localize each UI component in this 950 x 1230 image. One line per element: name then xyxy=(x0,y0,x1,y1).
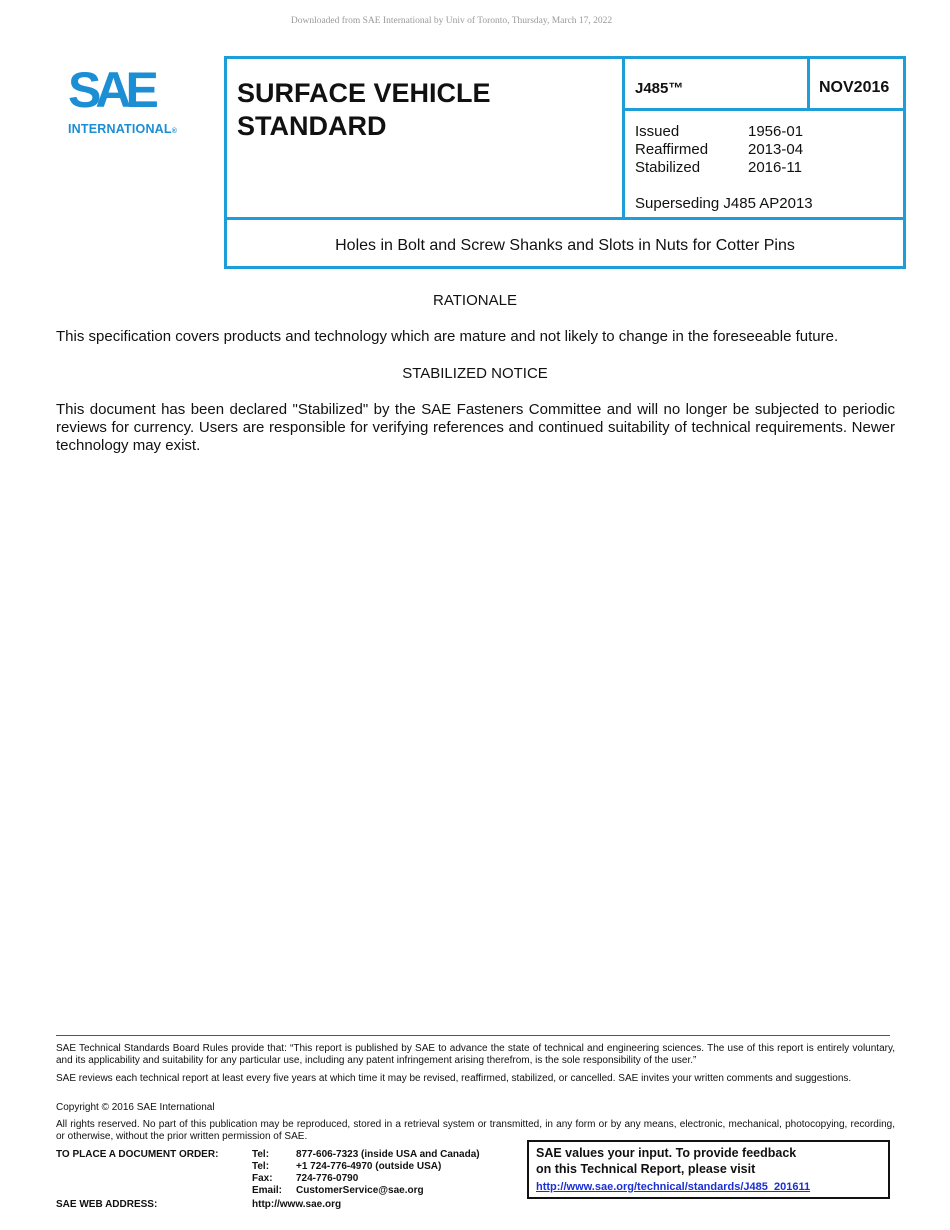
date-value: 2013-04 xyxy=(748,141,804,158)
document-type: SURFACE VEHICLE STANDARD xyxy=(237,78,491,141)
rights-text: All rights reserved. No part of this publication may be reproduced, stored in a retrieval system or transmitted, in any form or by any means, electronic, mechanical, photocopying, recording, or otherwise, without the prior written permission of SAE. xyxy=(56,1119,895,1142)
header-box xyxy=(224,56,906,269)
header-divider xyxy=(807,59,810,111)
rationale-text: This specification covers products and technology which are mature and not likely to change in the foreseeable future. xyxy=(56,328,839,345)
contact-row xyxy=(252,1149,480,1161)
header-divider xyxy=(227,217,903,220)
feedback-text: on this Technical Report, please visit xyxy=(536,1162,756,1176)
date-label: Reaffirmed xyxy=(635,141,709,158)
contact-label: Fax: xyxy=(252,1173,273,1184)
web-address-label: SAE WEB ADDRESS: xyxy=(56,1199,158,1210)
logo-subtitle-text: INTERNATIONAL xyxy=(68,122,172,136)
logo-subtitle xyxy=(68,122,177,136)
contact-value: +1 724-776-4970 (outside USA) xyxy=(296,1161,442,1172)
email-link[interactable]: CustomerService@sae.org xyxy=(296,1185,424,1196)
date-row xyxy=(635,141,803,159)
document-date: NOV2016 xyxy=(819,79,890,96)
feedback-text: SAE values your input. To provide feedback xyxy=(536,1146,797,1160)
registered-mark: ® xyxy=(171,128,178,135)
web-address-link[interactable]: http://www.sae.org xyxy=(252,1199,342,1210)
download-note: Downloaded from SAE International by Univ of Toronto, Thursday, March 17, 2022 xyxy=(290,16,613,26)
logo-wordmark: SAE xyxy=(68,62,153,118)
stabilized-notice-heading: STABILIZED NOTICE xyxy=(402,365,548,382)
stabilized-notice-text: This document has been declared "Stabilized" by the SAE Fasteners Committee and will no longer be subjected to periodic reviews for currency. Users are responsible for verifying references and continued suitability of technical requirements. Newer technology may exist. xyxy=(56,401,895,454)
footer-divider xyxy=(56,1035,890,1036)
contact-label: Tel: xyxy=(252,1149,270,1160)
contact-value: 724-776-0790 xyxy=(296,1173,359,1184)
contact-value: 877-606-7323 (inside USA and Canada) xyxy=(296,1149,480,1160)
date-row xyxy=(635,123,803,141)
date-label: Issued xyxy=(635,123,680,140)
document-title: Holes in Bolt and Screw Shanks and Slots in Nuts for Cotter Pins xyxy=(335,237,795,254)
copyright-text: Copyright © 2016 SAE International xyxy=(56,1102,215,1113)
contact-label: Email: xyxy=(252,1185,283,1196)
date-label: Stabilized xyxy=(635,159,701,176)
document-dates xyxy=(635,123,803,177)
date-row xyxy=(635,159,803,177)
header-divider xyxy=(622,59,625,220)
document-number: J485™ xyxy=(635,80,684,97)
contact-row xyxy=(252,1161,480,1173)
sae-logo xyxy=(68,60,193,140)
date-value: 2016-11 xyxy=(748,159,802,176)
board-rules-text: SAE Technical Standards Board Rules provide that: “This report is published by SAE to advance the state of technical and engineering sciences. The use of this report is entirely voluntary, and its applicability and suitability for any particular use, including any patent infringement arising therefrom, is the sole responsibility of the user.” xyxy=(56,1043,895,1066)
feedback-box xyxy=(527,1140,890,1199)
superseding-note: Superseding J485 AP2013 xyxy=(635,195,813,212)
header-divider xyxy=(625,108,904,111)
rationale-heading: RATIONALE xyxy=(433,292,517,309)
contact-label: Tel: xyxy=(252,1161,270,1172)
feedback-link[interactable]: http://www.sae.org/technical/standards/J485_201611 xyxy=(536,1181,811,1193)
order-label: TO PLACE A DOCUMENT ORDER: xyxy=(56,1149,219,1160)
review-note-text: SAE reviews each technical report at least every five years at which time it may be revised, reaffirmed, stabilized, or cancelled. SAE invites your written comments and suggestions. xyxy=(56,1073,852,1084)
contact-row xyxy=(252,1185,480,1197)
contact-row xyxy=(252,1173,480,1185)
contact-list xyxy=(252,1149,480,1197)
date-value: 1956-01 xyxy=(748,123,804,140)
